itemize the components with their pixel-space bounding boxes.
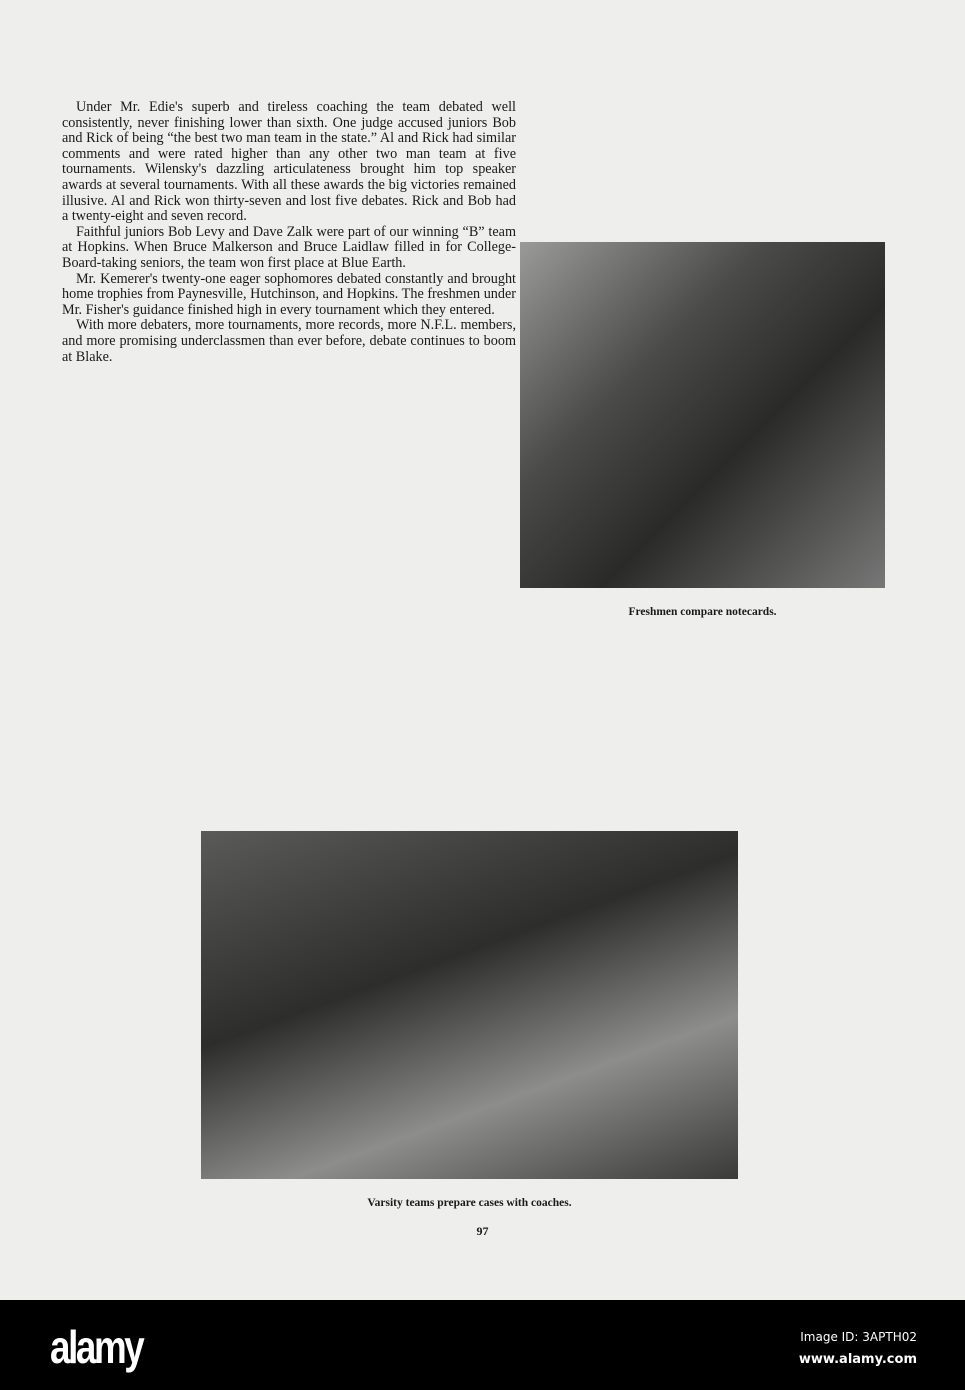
image-id: Image ID: 3APTH02 xyxy=(800,1330,917,1344)
alamy-logo: alamy xyxy=(50,1321,143,1373)
page-number: 97 xyxy=(476,1224,489,1238)
watermark-footer xyxy=(0,1300,965,1390)
photo2-caption: Varsity teams prepare cases with coaches. xyxy=(367,1197,572,1209)
paragraph: Under Mr. Edie's superb and tireless coaching the team debated well consistently, never finishing lower than sixth. One judge accused juniors Bob and Rick of being “the best two man team in the state.” Al and Rick had similar comments and were rated higher than any other two man team at five tournaments. Wilensky's dazzling articulateness brought him top speaker awards at several tournaments. With all these awards the big victories remained illusive. Al and Rick won thirty-seven and lost five debates. Rick and Bob had a twenty-eight and seven record. xyxy=(62,99,516,225)
paragraph: Faithful juniors Bob Levy and Dave Zalk were part of our winning “B” team at Hopkins. When Bruce Malkerson and Bruce Laidlaw filled in for College-Board-taking seniors, the team won first place at Blue Earth. xyxy=(62,223,516,271)
photo1-caption: Freshmen compare notecards. xyxy=(628,606,777,618)
article-text xyxy=(62,100,516,365)
varsity-photo xyxy=(201,831,738,1179)
paragraph: Mr. Kemerer's twenty-one eager sophomores debated constantly and brought home trophies from Paynesville, Hutchinson, and Hopkins. The freshmen under Mr. Fisher's guidance finished high in every tournament which they entered. xyxy=(62,270,516,318)
freshmen-photo xyxy=(520,242,885,588)
site-url: www.alamy.com xyxy=(798,1352,917,1367)
paragraph: With more debaters, more tournaments, more records, more N.F.L. members, and more promising underclassmen than ever before, debate continues to boom at Blake. xyxy=(62,317,516,365)
